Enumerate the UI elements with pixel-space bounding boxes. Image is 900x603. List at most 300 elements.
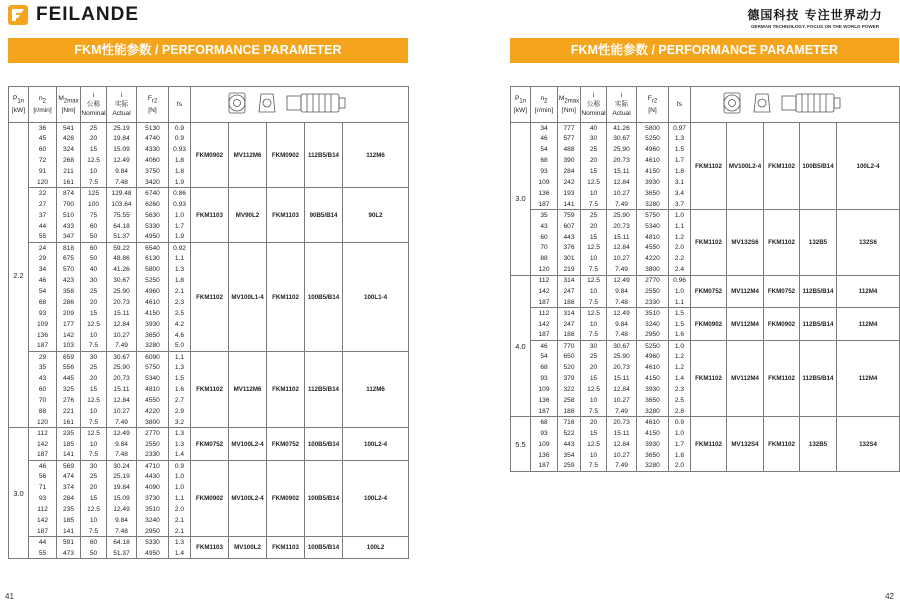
value-cell: 20 — [81, 297, 107, 308]
value-cell: 141 — [57, 526, 81, 537]
model-cell: MV112M6 — [229, 123, 267, 188]
table-row — [9, 352, 409, 363]
value-cell: 541 — [57, 123, 81, 134]
value-cell: 284 — [57, 493, 81, 504]
value-cell: 0.9 — [169, 123, 191, 134]
value-cell: 2.5 — [669, 395, 691, 406]
value-cell: 1.8 — [669, 166, 691, 177]
value-cell: 50 — [81, 232, 107, 243]
value-cell: 12.84 — [107, 395, 137, 406]
value-cell: 41.26 — [107, 264, 137, 275]
model-cell: FKM1102 — [267, 242, 305, 351]
value-cell: 219 — [558, 264, 581, 275]
model-cell: MV112M4 — [727, 341, 764, 417]
model-cell: 100B5/B14 — [800, 123, 837, 210]
value-cell: 10 — [81, 406, 107, 417]
value-cell: 770 — [558, 341, 581, 352]
header-i-actual: i 实际 Actual — [107, 87, 137, 123]
model-cell: 132B5 — [800, 210, 837, 275]
value-cell: 35 — [531, 210, 558, 221]
value-cell: 15 — [581, 428, 607, 439]
header-n2: $n_2$ [r/min] — [29, 87, 57, 123]
value-cell: 50 — [81, 253, 107, 264]
value-cell: 0.92 — [169, 242, 191, 253]
value-cell: 3280 — [637, 406, 669, 417]
value-cell: 25.19 — [107, 123, 137, 134]
value-cell: 2770 — [137, 428, 169, 439]
value-cell: 20.73 — [607, 221, 637, 232]
value-cell: 7.49 — [607, 406, 637, 417]
model-cell: 100B5/B14 — [305, 428, 343, 461]
value-cell: 10 — [81, 166, 107, 177]
value-cell: 0.9 — [169, 461, 191, 472]
value-cell: 5.0 — [169, 341, 191, 352]
value-cell: 20.73 — [607, 417, 637, 428]
header-i-nominal: i 公称 Nominal — [581, 87, 607, 123]
value-cell: 15 — [581, 373, 607, 384]
value-cell: 1.3 — [169, 537, 191, 548]
value-cell: 75 — [81, 210, 107, 221]
gearmotor-diagram-icon — [720, 88, 870, 118]
value-cell: 445 — [57, 373, 81, 384]
value-cell: 10 — [581, 395, 607, 406]
value-cell: 20.73 — [107, 297, 137, 308]
value-cell: 7.48 — [607, 297, 637, 308]
value-cell: 3800 — [137, 417, 169, 428]
value-cell: 3.1 — [669, 177, 691, 188]
value-cell: 12.49 — [107, 155, 137, 166]
value-cell: 64.18 — [107, 537, 137, 548]
value-cell: 259 — [558, 461, 581, 472]
value-cell: 7.49 — [607, 264, 637, 275]
value-cell: 10 — [81, 439, 107, 450]
model-cell: 132S4 — [837, 417, 900, 472]
value-cell: 44 — [29, 221, 57, 232]
value-cell: 7.5 — [81, 526, 107, 537]
value-cell: 54 — [531, 144, 558, 155]
value-cell: 1.4 — [669, 373, 691, 384]
value-cell: 188 — [558, 406, 581, 417]
value-cell: 27 — [29, 199, 57, 210]
value-cell: 15 — [81, 308, 107, 319]
value-cell: 510 — [57, 210, 81, 221]
model-cell: MV100L2-4 — [229, 428, 267, 461]
value-cell: 30 — [81, 461, 107, 472]
performance-table-left — [8, 86, 409, 559]
value-cell: 0.93 — [169, 144, 191, 155]
value-cell: 12.5 — [581, 275, 607, 286]
table-row — [511, 123, 900, 134]
value-cell: 20 — [581, 221, 607, 232]
header-product-icons — [191, 87, 409, 123]
value-cell: 7.5 — [581, 264, 607, 275]
value-cell: 5250 — [637, 133, 669, 144]
value-cell: 9.84 — [107, 515, 137, 526]
value-cell: 60 — [81, 242, 107, 253]
value-cell: 15.09 — [107, 493, 137, 504]
value-cell: 10.27 — [107, 406, 137, 417]
value-cell: 29 — [29, 352, 57, 363]
value-cell: 7.5 — [81, 177, 107, 188]
value-cell: 40 — [81, 264, 107, 275]
value-cell: 22 — [29, 188, 57, 199]
value-cell: 142 — [57, 330, 81, 341]
value-cell: 30 — [81, 352, 107, 363]
value-cell: 60 — [29, 384, 57, 395]
value-cell: 20 — [81, 373, 107, 384]
model-cell: 132S6 — [837, 210, 900, 275]
value-cell: 379 — [558, 373, 581, 384]
value-cell: 1.8 — [169, 166, 191, 177]
value-cell: 15.11 — [607, 428, 637, 439]
value-cell: 15.11 — [607, 373, 637, 384]
value-cell: 2.3 — [169, 297, 191, 308]
value-cell: 5750 — [637, 210, 669, 221]
value-cell: 12.84 — [607, 384, 637, 395]
value-cell: 4550 — [137, 395, 169, 406]
value-cell: 390 — [558, 155, 581, 166]
value-cell: 6130 — [137, 253, 169, 264]
value-cell: 12.5 — [581, 384, 607, 395]
value-cell: 15.11 — [107, 384, 137, 395]
value-cell: 45 — [29, 133, 57, 144]
value-cell: 5800 — [637, 123, 669, 134]
header-fs: fs — [169, 87, 191, 123]
value-cell: 15 — [81, 384, 107, 395]
value-cell: 10 — [581, 450, 607, 461]
value-cell: 4220 — [137, 406, 169, 417]
value-cell: 7.5 — [581, 199, 607, 210]
model-cell: MV112M4 — [727, 275, 764, 308]
value-cell: 3930 — [637, 177, 669, 188]
value-cell: 30.67 — [107, 275, 137, 286]
value-cell: 3420 — [137, 177, 169, 188]
value-cell: 70 — [29, 395, 57, 406]
value-cell: 60 — [81, 537, 107, 548]
value-cell: 5130 — [137, 123, 169, 134]
value-cell: 188 — [558, 330, 581, 341]
value-cell: 12.84 — [107, 319, 137, 330]
power-cell: 3.0 — [9, 428, 29, 559]
value-cell: 3.7 — [669, 199, 691, 210]
value-cell: 3650 — [637, 188, 669, 199]
value-cell: 187 — [531, 406, 558, 417]
model-cell: 112B5/B14 — [800, 341, 837, 417]
power-cell: 2.2 — [9, 123, 29, 428]
value-cell: 43 — [531, 221, 558, 232]
value-cell: 12.49 — [607, 275, 637, 286]
value-cell: 55 — [29, 548, 57, 559]
value-cell: 2330 — [137, 450, 169, 461]
value-cell: 93 — [29, 493, 57, 504]
value-cell: 2770 — [637, 275, 669, 286]
value-cell: 2.1 — [169, 526, 191, 537]
value-cell: 7.49 — [607, 461, 637, 472]
value-cell: 46 — [531, 341, 558, 352]
value-cell: 556 — [57, 362, 81, 373]
value-cell: 71 — [29, 482, 57, 493]
value-cell: 1.7 — [669, 155, 691, 166]
model-cell: 112M4 — [837, 308, 900, 341]
model-cell: 100B5/B14 — [305, 537, 343, 559]
value-cell: 235 — [57, 504, 81, 515]
value-cell: 136 — [531, 450, 558, 461]
value-cell: 88 — [531, 253, 558, 264]
model-cell: 100B5/B14 — [305, 461, 343, 537]
value-cell: 2.7 — [169, 395, 191, 406]
value-cell: 142 — [29, 439, 57, 450]
value-cell: 10.27 — [607, 188, 637, 199]
value-cell: 51.37 — [107, 232, 137, 243]
value-cell: 4960 — [637, 144, 669, 155]
value-cell: 5330 — [137, 221, 169, 232]
value-cell: 2.1 — [169, 286, 191, 297]
value-cell: 60 — [29, 144, 57, 155]
value-cell: 12.49 — [107, 428, 137, 439]
model-cell: FKM0752 — [691, 275, 727, 308]
value-cell: 41.26 — [607, 123, 637, 134]
value-cell: 3240 — [137, 515, 169, 526]
value-cell: 1.7 — [669, 439, 691, 450]
value-cell: 4220 — [637, 253, 669, 264]
value-cell: 15 — [581, 166, 607, 177]
value-cell: 4060 — [137, 155, 169, 166]
value-cell: 700 — [57, 199, 81, 210]
header-n2: $n_2$ [r/min] — [531, 87, 558, 123]
value-cell: 2.8 — [669, 406, 691, 417]
value-cell: 5340 — [137, 373, 169, 384]
value-cell: 1.0 — [169, 210, 191, 221]
value-cell: 37 — [29, 210, 57, 221]
model-cell: 112M4 — [837, 341, 900, 417]
value-cell: 4150 — [637, 166, 669, 177]
value-cell: 7.49 — [607, 199, 637, 210]
value-cell: 12.5 — [581, 308, 607, 319]
value-cell: 20.73 — [107, 373, 137, 384]
value-cell: 7.49 — [107, 417, 137, 428]
value-cell: 4960 — [637, 352, 669, 363]
value-cell: 25 — [581, 144, 607, 155]
value-cell: 109 — [531, 384, 558, 395]
value-cell: 3650 — [637, 395, 669, 406]
model-cell: FKM0902 — [267, 461, 305, 537]
value-cell: 3280 — [637, 199, 669, 210]
value-cell: 1.2 — [669, 352, 691, 363]
value-cell: 2550 — [637, 286, 669, 297]
value-cell: 9.84 — [107, 166, 137, 177]
value-cell: 100 — [81, 199, 107, 210]
model-cell: MV112M6 — [229, 352, 267, 428]
model-cell: 100L2-4 — [343, 428, 409, 461]
value-cell: 443 — [558, 439, 581, 450]
model-cell: FKM1102 — [191, 352, 229, 428]
value-cell: 759 — [558, 210, 581, 221]
value-cell: 3.2 — [169, 417, 191, 428]
value-cell: 3800 — [637, 264, 669, 275]
value-cell: 10.27 — [607, 450, 637, 461]
value-cell: 24 — [29, 242, 57, 253]
model-cell: MV100L2 — [229, 537, 267, 559]
value-cell: 3280 — [137, 341, 169, 352]
value-cell: 4950 — [137, 548, 169, 559]
value-cell: 2.0 — [669, 461, 691, 472]
value-cell: 7.5 — [581, 330, 607, 341]
value-cell: 3930 — [137, 319, 169, 330]
value-cell: 64.18 — [107, 221, 137, 232]
value-cell: 0.97 — [669, 123, 691, 134]
value-cell: 1.6 — [669, 330, 691, 341]
value-cell: 1.3 — [169, 362, 191, 373]
model-cell: 112B5/B14 — [800, 308, 837, 341]
value-cell: 20.73 — [607, 155, 637, 166]
model-cell: MV132S6 — [727, 210, 764, 275]
value-cell: 5750 — [137, 362, 169, 373]
header-fr2: $F_{r2}$ [N] — [137, 87, 169, 123]
value-cell: 44 — [29, 537, 57, 548]
value-cell: 30.67 — [607, 341, 637, 352]
value-cell: 7.48 — [607, 330, 637, 341]
value-cell: 15 — [81, 493, 107, 504]
value-cell: 2330 — [637, 297, 669, 308]
value-cell: 2.3 — [669, 384, 691, 395]
value-cell: 7.5 — [81, 417, 107, 428]
value-cell: 142 — [531, 286, 558, 297]
value-cell: 46 — [29, 461, 57, 472]
value-cell: 187 — [531, 297, 558, 308]
value-cell: 7.5 — [81, 450, 107, 461]
page-number-left: 41 — [5, 592, 14, 601]
value-cell: 25.90 — [607, 144, 637, 155]
value-cell: 4740 — [137, 133, 169, 144]
value-cell: 43 — [29, 373, 57, 384]
value-cell: 2.5 — [169, 308, 191, 319]
value-cell: 12.5 — [581, 177, 607, 188]
value-cell: 112 — [531, 308, 558, 319]
header-m2: $M_{2max}$ [Nm] — [558, 87, 581, 123]
power-cell: 3.0 — [511, 123, 531, 276]
value-cell: 93 — [531, 166, 558, 177]
value-cell: 591 — [57, 537, 81, 548]
value-cell: 6740 — [137, 188, 169, 199]
value-cell: 19.84 — [107, 133, 137, 144]
value-cell: 161 — [57, 177, 81, 188]
value-cell: 10 — [581, 253, 607, 264]
value-cell: 20 — [581, 417, 607, 428]
value-cell: 607 — [558, 221, 581, 232]
value-cell: 112 — [29, 504, 57, 515]
value-cell: 354 — [558, 450, 581, 461]
value-cell: 7.48 — [107, 177, 137, 188]
value-cell: 3930 — [637, 384, 669, 395]
value-cell: 247 — [558, 319, 581, 330]
table-row — [9, 537, 409, 548]
value-cell: 60 — [81, 221, 107, 232]
value-cell: 9.84 — [107, 439, 137, 450]
value-cell: 7.5 — [81, 341, 107, 352]
model-cell: 90L2 — [343, 188, 409, 243]
value-cell: 3930 — [637, 439, 669, 450]
value-cell: 650 — [558, 352, 581, 363]
value-cell: 1.8 — [169, 155, 191, 166]
model-cell: MV132S4 — [727, 417, 764, 472]
value-cell: 1.8 — [169, 275, 191, 286]
value-cell: 30.24 — [107, 461, 137, 472]
value-cell: 20 — [81, 482, 107, 493]
value-cell: 25.19 — [107, 472, 137, 483]
value-cell: 103 — [57, 341, 81, 352]
value-cell: 40 — [581, 123, 607, 134]
value-cell: 25.90 — [607, 352, 637, 363]
value-cell: 2.4 — [669, 264, 691, 275]
value-cell: 9.84 — [607, 286, 637, 297]
value-cell: 358 — [57, 286, 81, 297]
model-cell: FKM0902 — [267, 123, 305, 188]
model-cell: FKM1102 — [764, 341, 800, 417]
value-cell: 301 — [558, 253, 581, 264]
value-cell: 15 — [581, 232, 607, 243]
value-cell: 12.5 — [81, 395, 107, 406]
model-cell: 100B5/B14 — [305, 242, 343, 351]
value-cell: 209 — [57, 308, 81, 319]
table-row — [511, 341, 900, 352]
value-cell: 520 — [558, 362, 581, 373]
value-cell: 142 — [29, 515, 57, 526]
value-cell: 142 — [531, 319, 558, 330]
header-product-icons — [691, 87, 900, 123]
value-cell: 112 — [29, 428, 57, 439]
model-cell: FKM0902 — [191, 461, 229, 537]
value-cell: 423 — [57, 275, 81, 286]
value-cell: 1.7 — [169, 221, 191, 232]
value-cell: 0.96 — [669, 275, 691, 286]
value-cell: 109 — [531, 439, 558, 450]
value-cell: 20 — [581, 155, 607, 166]
model-cell: 100L2-4 — [343, 461, 409, 537]
model-cell: 112B5/B14 — [305, 123, 343, 188]
value-cell: 3240 — [637, 319, 669, 330]
value-cell: 569 — [57, 461, 81, 472]
value-cell: 1.0 — [669, 210, 691, 221]
value-cell: 88 — [29, 406, 57, 417]
model-cell: 112B5/B14 — [305, 352, 343, 428]
value-cell: 34 — [531, 123, 558, 134]
value-cell: 7.49 — [107, 341, 137, 352]
value-cell: 15.11 — [107, 308, 137, 319]
value-cell: 12.84 — [607, 177, 637, 188]
value-cell: 187 — [531, 330, 558, 341]
model-cell: 100L2 — [343, 537, 409, 559]
table-row — [9, 123, 409, 134]
value-cell: 187 — [29, 450, 57, 461]
header-fs: fs — [669, 87, 691, 123]
value-cell: 60 — [531, 232, 558, 243]
value-cell: 1.8 — [669, 450, 691, 461]
value-cell: 129.48 — [107, 188, 137, 199]
value-cell: 3730 — [137, 493, 169, 504]
value-cell: 10 — [81, 330, 107, 341]
model-cell: FKM1102 — [764, 417, 800, 472]
value-cell: 1.5 — [669, 319, 691, 330]
value-cell: 15.11 — [607, 232, 637, 243]
model-cell: MV90L2 — [229, 188, 267, 243]
value-cell: 25.90 — [607, 210, 637, 221]
value-cell: 7.5 — [581, 461, 607, 472]
value-cell: 30.67 — [107, 352, 137, 363]
model-cell: MV112M4 — [727, 308, 764, 341]
value-cell: 4610 — [137, 297, 169, 308]
value-cell: 4430 — [137, 472, 169, 483]
value-cell: 1.9 — [169, 232, 191, 243]
